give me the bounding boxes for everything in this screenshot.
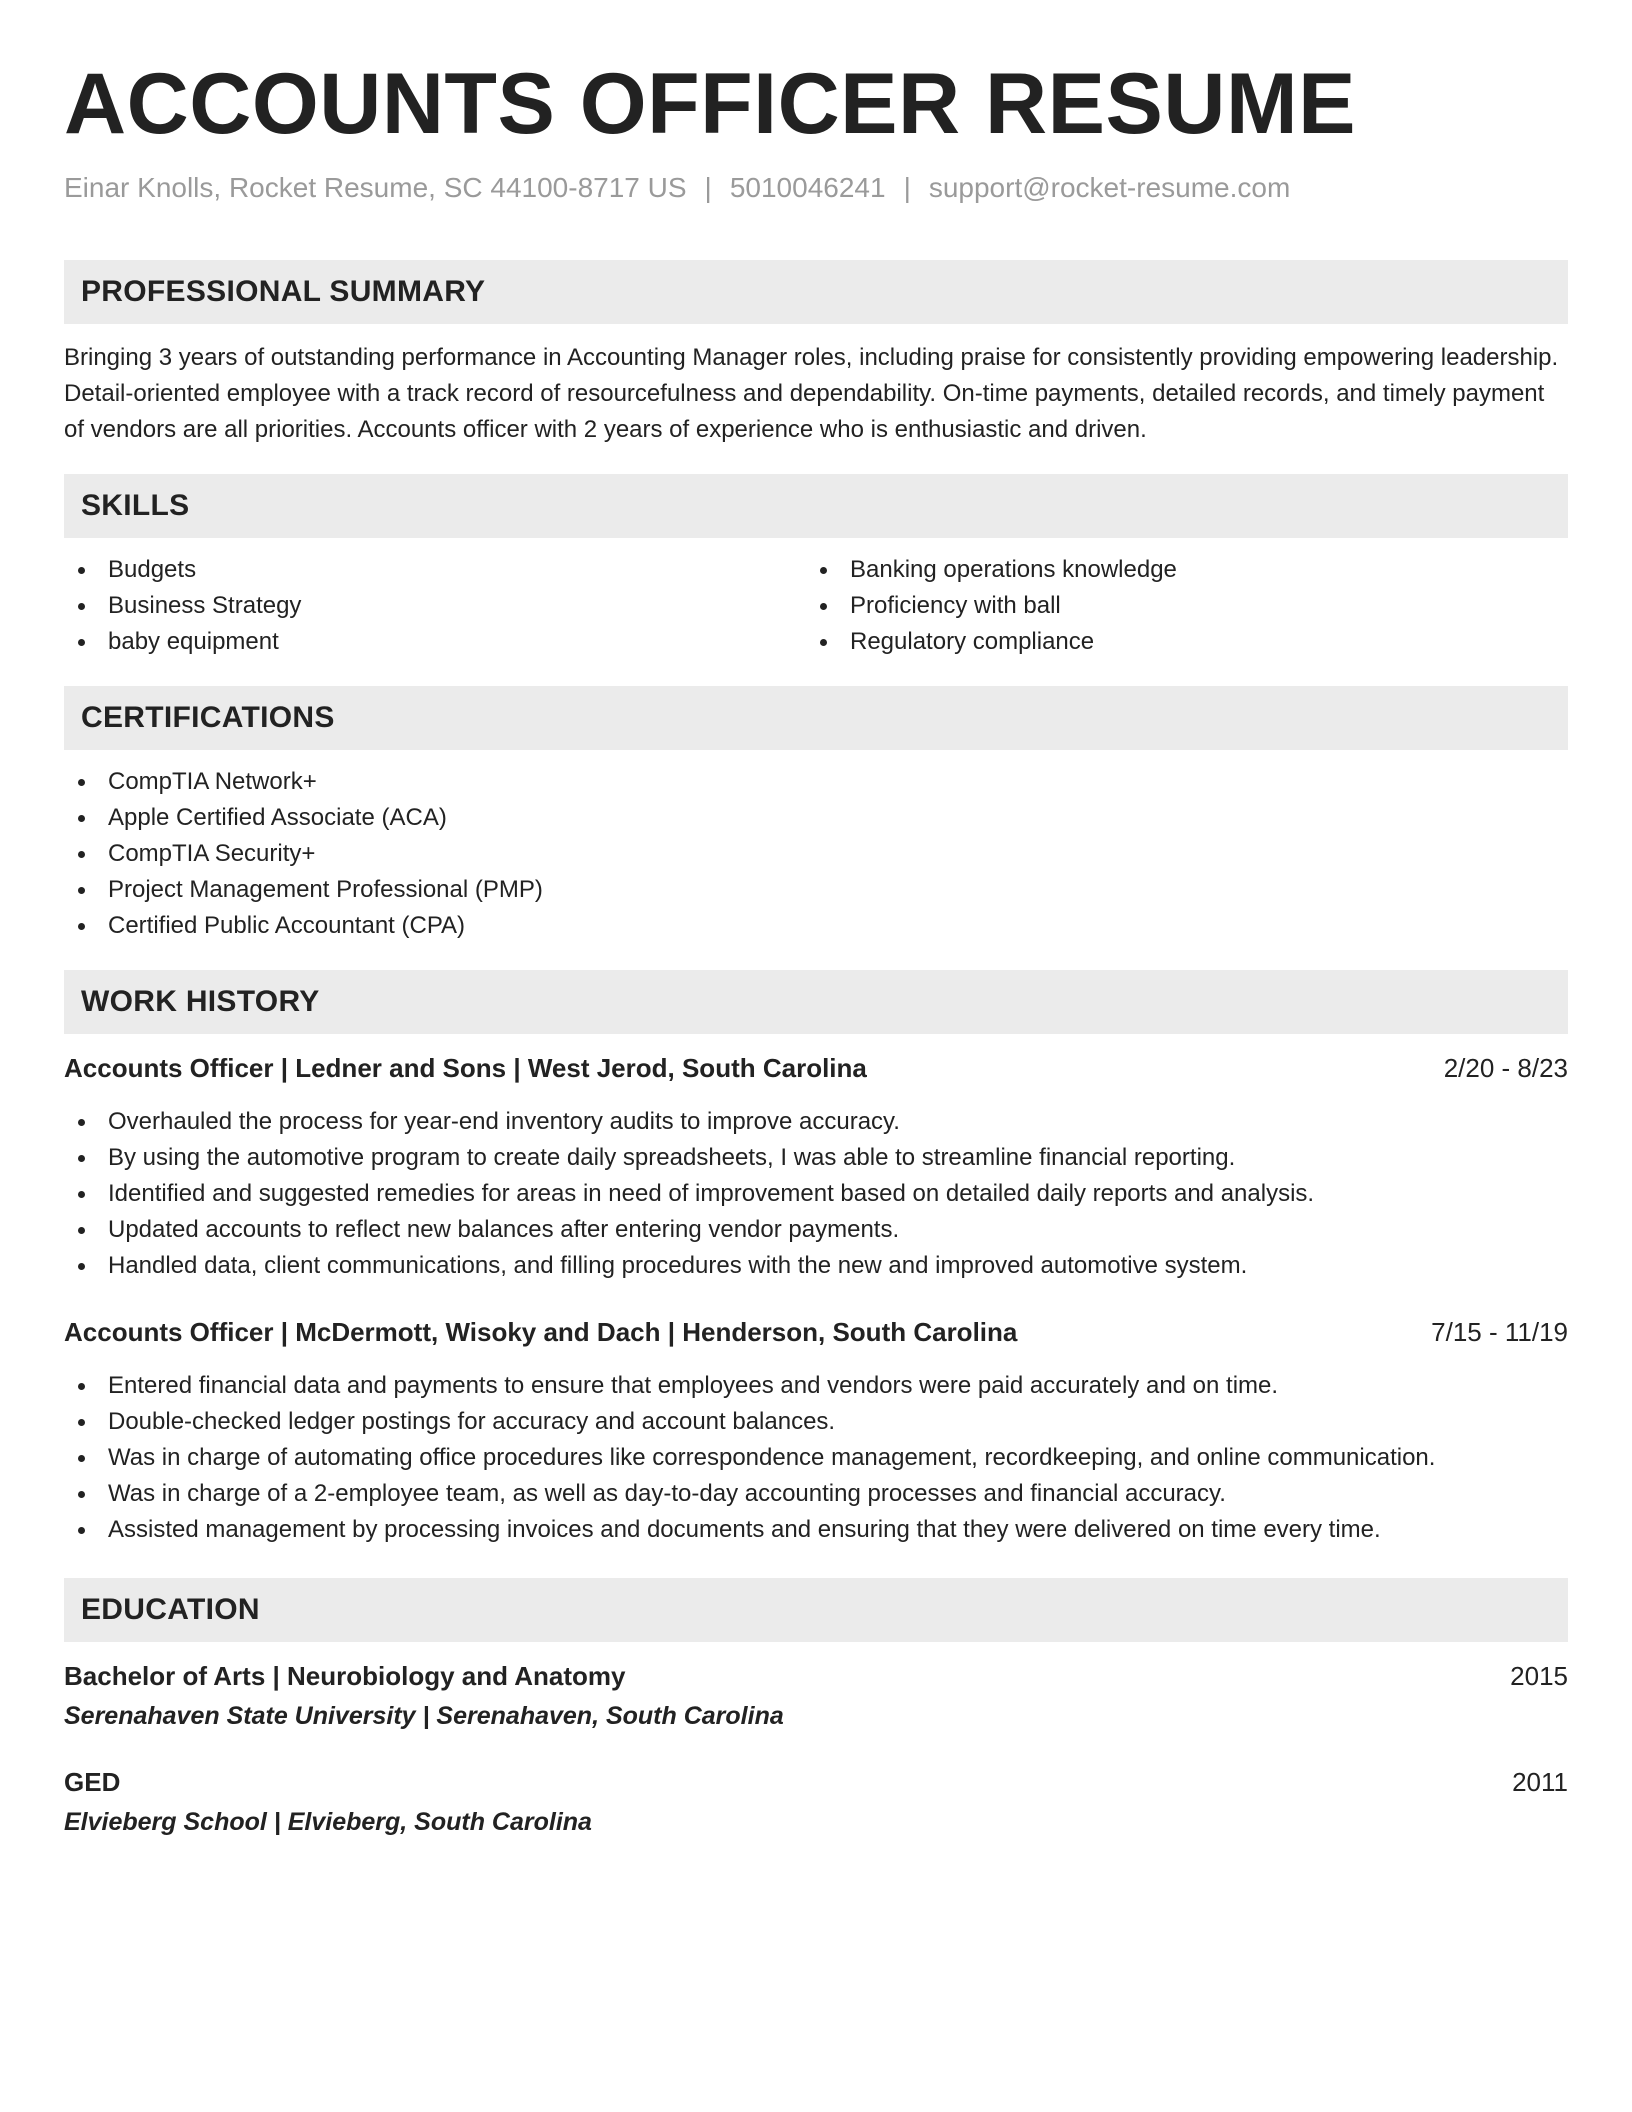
job-duty [64,1176,1568,1212]
certification-item [64,764,1568,800]
bullet-icon [820,603,827,610]
job-title: Accounts Officer | McDermott, Wisoky and Dach | Henderson, South Carolina [64,1317,1018,1347]
education-year: 2015 [1510,1661,1568,1691]
contact-address: Einar Knolls, Rocket Resume, SC 44100-8717 US [64,172,687,203]
bullet-icon [78,639,85,646]
job-duty-text: Overhauled the process for year-end inventory audits to improve accuracy. [108,1108,900,1135]
skill-label: baby equipment [108,628,279,655]
education-header [64,1658,1568,1694]
skill-item [806,552,1548,588]
certification-label: Apple Certified Associate (ACA) [108,804,447,831]
education-school: Serenahaven State University | Serenahaven, South Carolina [64,1702,784,1730]
certification-label: CompTIA Security+ [108,840,316,867]
resume-title: ACCOUNTS OFFICER RESUME [64,56,1356,152]
job-duty [64,1440,1568,1476]
bullet-icon [78,923,85,930]
bullet-icon [78,603,85,610]
certification-item [64,872,1568,908]
certification-item [64,908,1568,944]
skill-item [64,552,806,588]
bullet-icon [78,1191,85,1198]
job-duties-list [64,1368,1568,1548]
job-duty-text: Handled data, client communications, and filling procedures with the new and improved automotive system. [108,1252,1248,1279]
bullet-icon [78,779,85,786]
contact-separator: | [704,172,712,203]
section-heading-certifications: CERTIFICATIONS [64,686,1568,750]
education-school: Elvieberg School | Elvieberg, South Carolina [64,1808,592,1836]
section-heading-skills: SKILLS [64,474,1568,538]
education-header [64,1764,1568,1800]
job-duty-text: Was in charge of a 2-employee team, as well as day-to-day accounting processes and financial accuracy. [108,1480,1226,1507]
job-entry [64,1050,1568,1284]
summary-text: Bringing 3 years of outstanding performance in Accounting Manager roles, including praise for consistently providing empowering leadership. Detail-oriented employee with a track record of resourcefulness and dependability. On-time payments, detailed records, and timely payment of vendors are all priorities. Accounts officer with 2 years of experience who is enthusiastic and driven. [64,344,1559,443]
skill-label: Budgets [108,556,197,583]
skills-grid [64,552,1568,660]
bullet-icon [78,851,85,858]
certifications-list [64,764,1568,944]
bullet-icon [820,639,827,646]
skill-label: Banking operations knowledge [850,556,1177,583]
job-entry [64,1314,1568,1548]
job-header [64,1314,1568,1350]
bullet-icon [78,1455,85,1462]
skill-label: Business Strategy [108,592,302,619]
job-duties-list [64,1104,1568,1284]
bullet-icon [78,1263,85,1270]
bullet-icon [78,1491,85,1498]
section-heading-education: EDUCATION [64,1578,1568,1642]
job-duty-text: Was in charge of automating office procedures like correspondence management, recordkeeping, and online communication. [108,1444,1436,1471]
job-header [64,1050,1568,1086]
section-heading-summary: PROFESSIONAL SUMMARY [64,260,1568,324]
certification-label: Project Management Professional (PMP) [108,876,543,903]
skill-item [806,588,1548,624]
certification-label: CompTIA Network+ [108,768,317,795]
job-title: Accounts Officer | Ledner and Sons | West Jerod, South Carolina [64,1053,867,1083]
skill-item [64,588,806,624]
job-duty [64,1104,1568,1140]
job-duty [64,1140,1568,1176]
bullet-icon [78,1527,85,1534]
education-entry [64,1658,1568,1734]
bullet-icon [78,567,85,574]
contact-email: support@rocket-resume.com [928,172,1291,203]
section-heading-work-history: WORK HISTORY [64,970,1568,1034]
job-duty-text: Double-checked ledger postings for accuracy and account balances. [108,1408,836,1435]
contact-separator: | [903,172,911,203]
job-duty-text: Updated accounts to reflect new balances after entering vendor payments. [108,1216,900,1243]
job-dates: 2/20 - 8/23 [1443,1053,1568,1083]
job-duty-text: By using the automotive program to create daily spreadsheets, I was able to streamline financial reporting. [108,1144,1236,1171]
certification-item [64,836,1568,872]
job-duty [64,1512,1568,1548]
skill-label: Proficiency with ball [850,592,1061,619]
bullet-icon [78,1383,85,1390]
job-duty [64,1212,1568,1248]
skills-column-right [806,552,1548,660]
education-year: 2011 [1512,1767,1568,1797]
education-degree: Bachelor of Arts | Neurobiology and Anatomy [64,1661,626,1691]
job-duty [64,1368,1568,1404]
job-duty [64,1404,1568,1440]
certification-label: Certified Public Accountant (CPA) [108,912,466,939]
bullet-icon [78,1155,85,1162]
job-duty-text: Identified and suggested remedies for areas in need of improvement based on detailed daily reports and analysis. [108,1180,1315,1207]
job-duty-text: Entered financial data and payments to ensure that employees and vendors were paid accurately and on time. [108,1372,1279,1399]
skill-item [806,624,1548,660]
job-duty-text: Assisted management by processing invoices and documents and ensuring that they were delivered on time every time. [108,1516,1381,1543]
education-entry [64,1764,1568,1840]
job-duty [64,1248,1568,1284]
bullet-icon [78,1119,85,1126]
bullet-icon [78,1227,85,1234]
bullet-icon [78,1419,85,1426]
skills-column-left [64,552,806,660]
certification-item [64,800,1568,836]
contact-phone: 5010046241 [729,172,886,203]
skill-item [64,624,806,660]
job-dates: 7/15 - 11/19 [1431,1317,1568,1347]
contact-line [64,170,1568,206]
bullet-icon [820,567,827,574]
job-duty [64,1476,1568,1512]
skill-label: Regulatory compliance [850,628,1095,655]
bullet-icon [78,815,85,822]
education-degree: GED [64,1767,121,1797]
bullet-icon [78,887,85,894]
